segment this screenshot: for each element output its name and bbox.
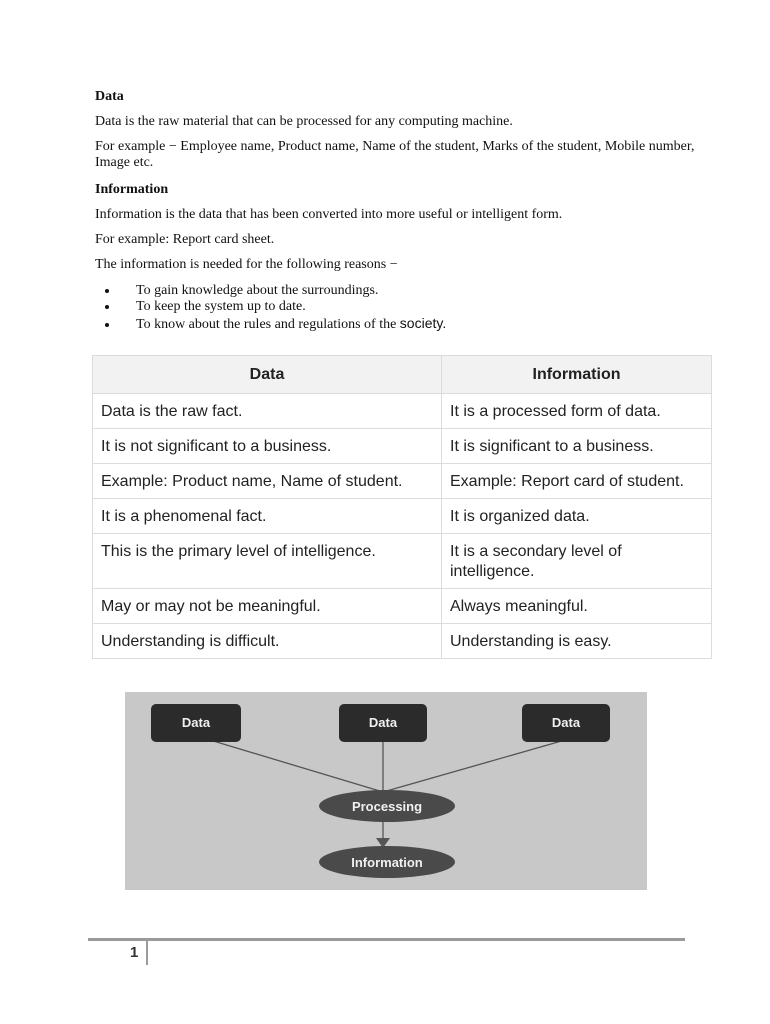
table-cell: It is a secondary level of intelligence. — [442, 534, 712, 589]
header-data: Data — [93, 356, 442, 394]
table-cell: Example: Product name, Name of student. — [93, 464, 442, 499]
information-example: For example: Report card sheet. — [95, 232, 275, 247]
comparison-table — [92, 355, 712, 659]
connector-line — [383, 740, 565, 792]
page-number: 1 — [130, 944, 139, 961]
reasons-list — [95, 283, 715, 333]
page-number-divider — [146, 941, 148, 965]
information-label: Information — [351, 855, 423, 870]
table-header-row — [93, 356, 712, 394]
data-heading: Data — [95, 89, 124, 104]
table-cell: Always meaningful. — [442, 589, 712, 624]
table-cell: Example: Report card of student. — [442, 464, 712, 499]
table-row — [93, 464, 712, 499]
table-cell: Understanding is difficult. — [93, 624, 442, 659]
table-cell: It is a processed form of data. — [442, 394, 712, 429]
data-processing-diagram — [125, 692, 647, 890]
list-item: • To gain knowledge about the surroundings. — [119, 283, 715, 299]
diagram-svg — [125, 692, 647, 890]
list-item: • To know about the rules and regulations of the society. — [119, 315, 715, 333]
table-cell: It is a phenomenal fact. — [93, 499, 442, 534]
table-row — [93, 534, 712, 589]
connector-line — [210, 740, 383, 792]
data-node-label: Data — [368, 715, 398, 730]
table-cell: Understanding is easy. — [442, 624, 712, 659]
header-information: Information — [442, 356, 712, 394]
information-definition: Information is the data that has been converted into more useful or intelligent form. — [95, 207, 563, 222]
table-row — [93, 589, 712, 624]
table-cell: This is the primary level of intelligence. — [93, 534, 442, 589]
table-row — [93, 624, 712, 659]
data-node-label: Data — [551, 715, 581, 730]
connector-lines — [210, 740, 565, 840]
table-row — [93, 394, 712, 429]
table-cell: Data is the raw fact. — [93, 394, 442, 429]
table-cell: It is organized data. — [442, 499, 712, 534]
data-definition: Data is the raw material that can be processed for any computing machine. — [95, 114, 513, 129]
list-item: • To keep the system up to date. — [119, 299, 715, 315]
information-heading: Information — [95, 182, 169, 197]
table-row — [93, 499, 712, 534]
footer-divider — [88, 938, 685, 941]
society-word: society. — [399, 315, 447, 331]
document-body — [95, 88, 715, 333]
data-example: For example − Employee name, Product name, Name of the student, Marks of the student, Mobile number, Image etc. — [95, 139, 695, 170]
reasons-intro: The information is needed for the following reasons − — [95, 257, 398, 272]
table-cell: It is significant to a business. — [442, 429, 712, 464]
table-row — [93, 429, 712, 464]
table-cell: May or may not be meaningful. — [93, 589, 442, 624]
processing-label: Processing — [351, 799, 423, 814]
table-cell: It is not significant to a business. — [93, 429, 442, 464]
data-node-label: Data — [181, 715, 211, 730]
